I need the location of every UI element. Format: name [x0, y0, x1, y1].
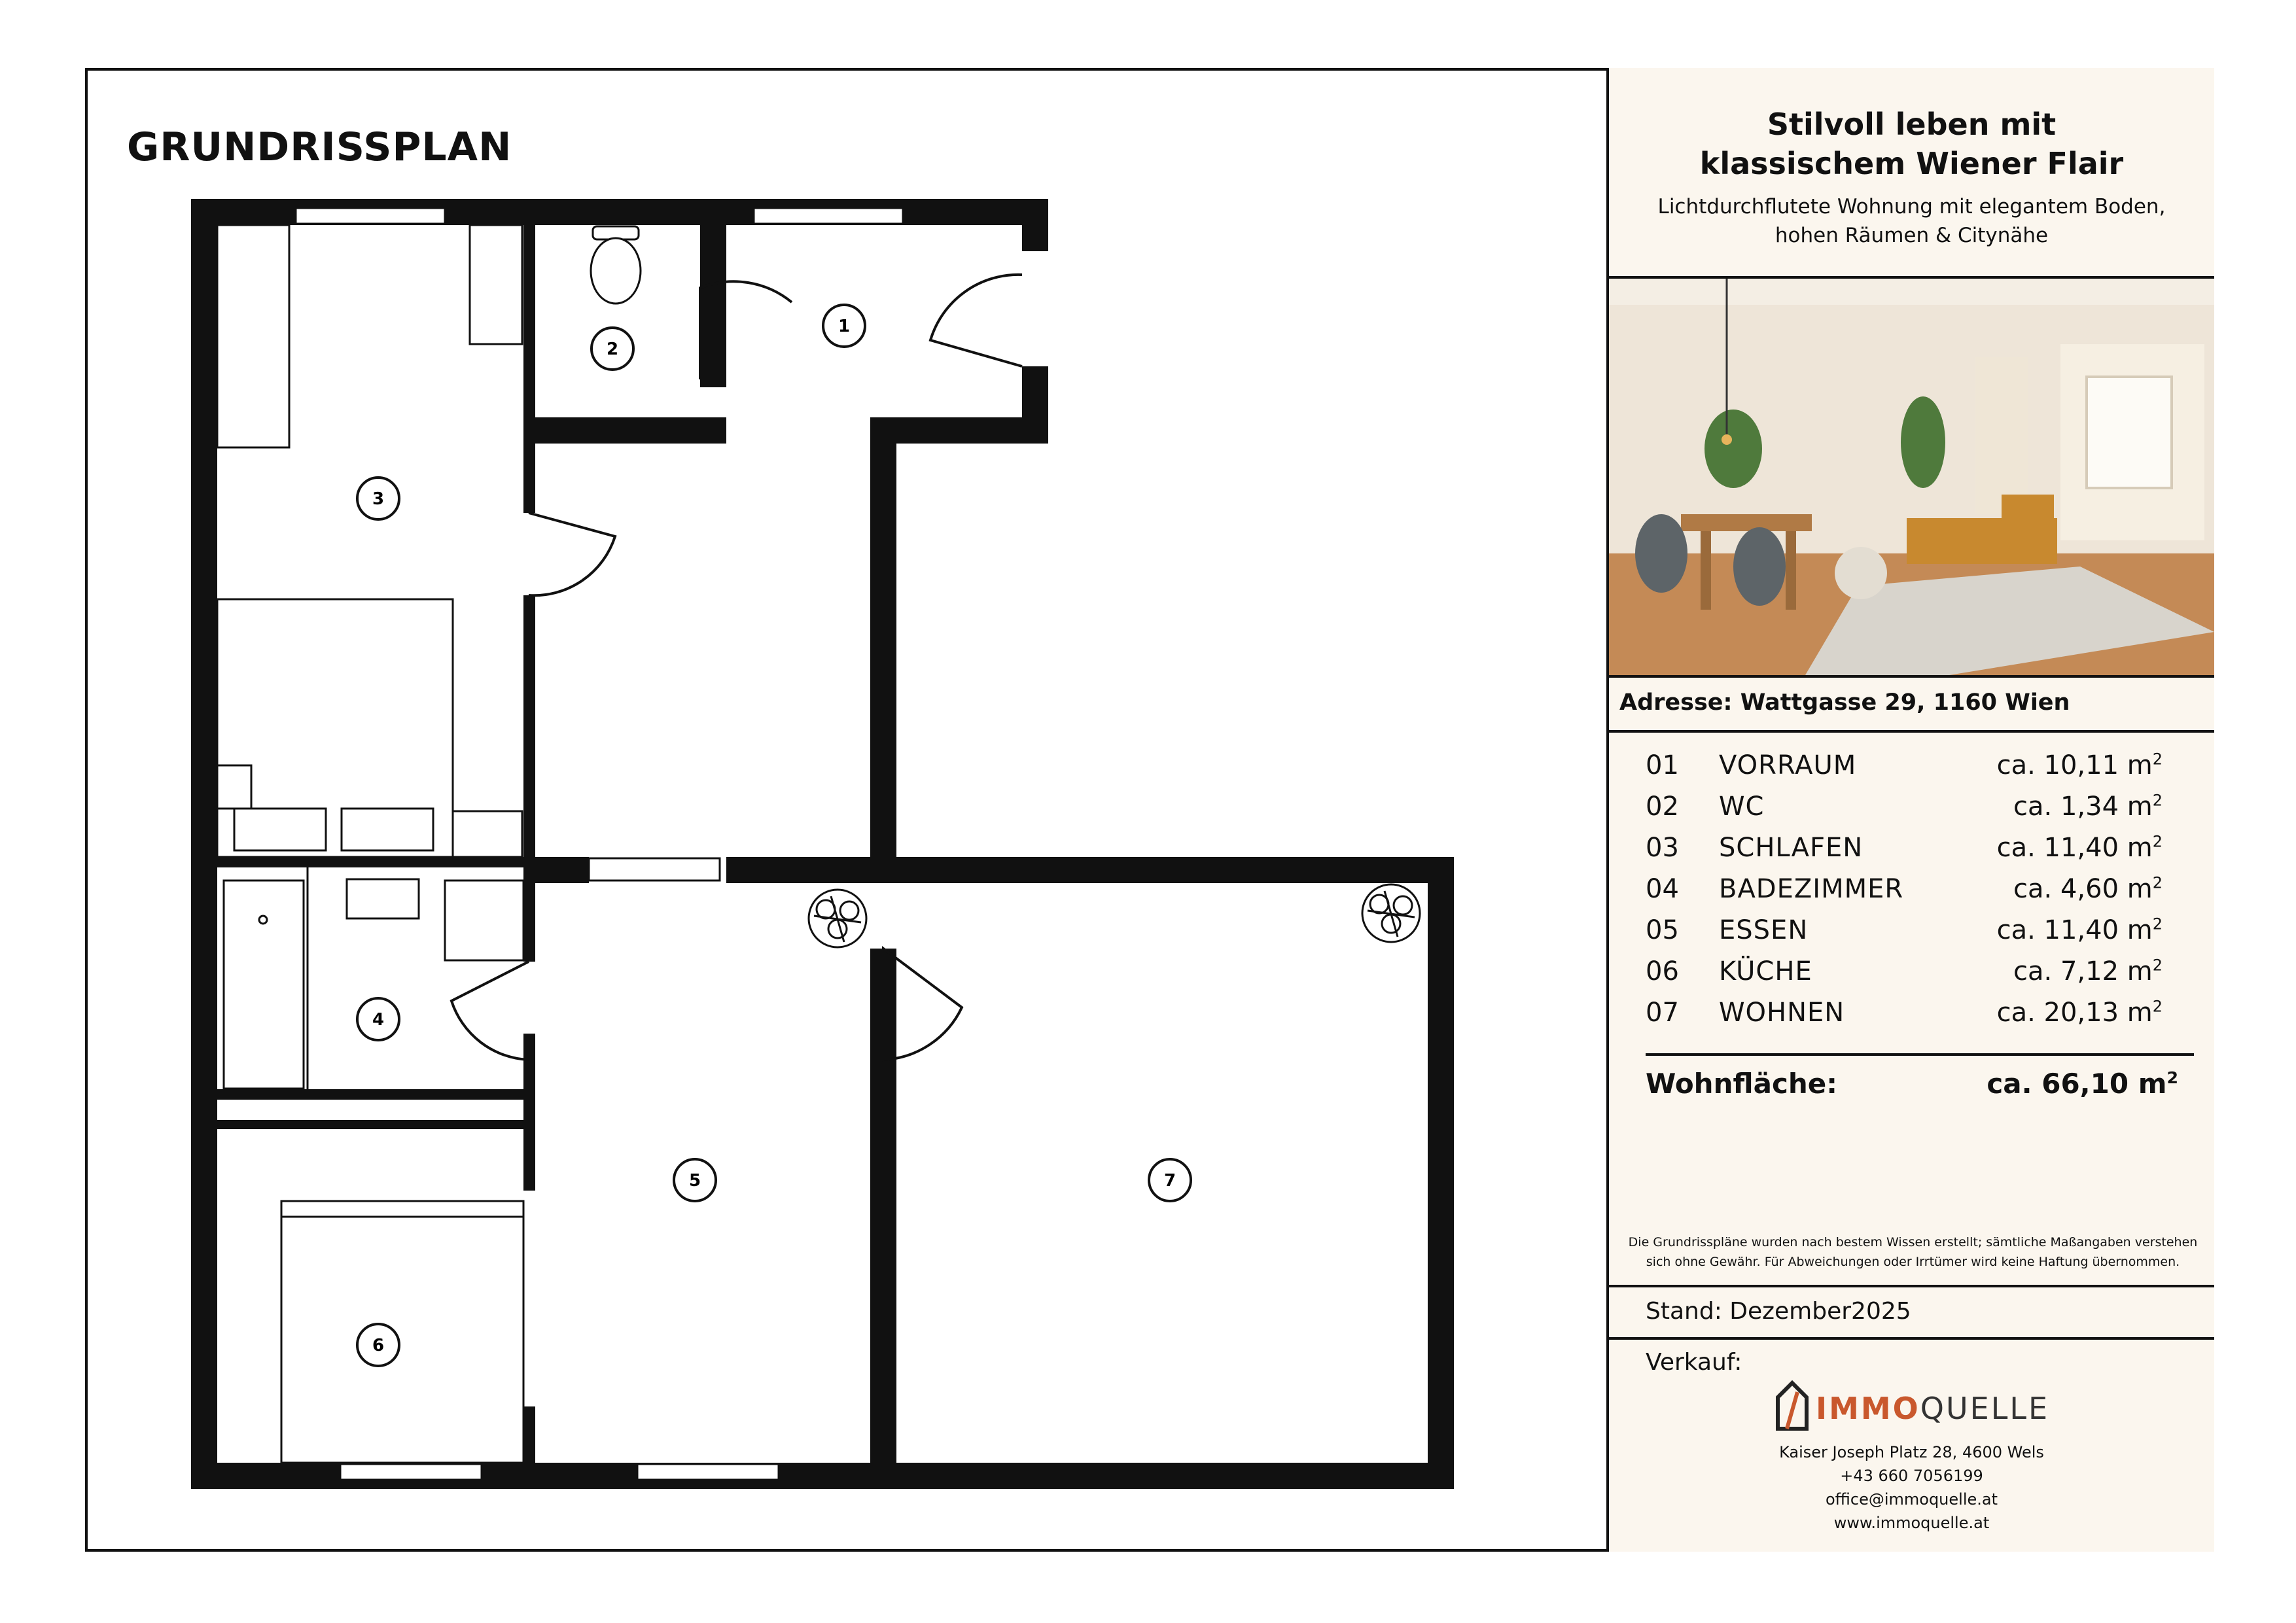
divider: [1609, 1285, 2214, 1287]
cabinet: [445, 881, 523, 960]
room-marker-label: 2: [606, 340, 619, 359]
plant-icon: [1362, 884, 1420, 942]
pillow: [234, 809, 326, 850]
room-name: WOHNEN: [1719, 998, 1845, 1028]
room-marker-label: 3: [372, 489, 385, 509]
area-unit-sup: 2: [2152, 956, 2163, 975]
subline-line1: Lichtdurchflutete Wohnung mit elegantem Boden,: [1657, 195, 2166, 218]
interior-photo: [1609, 279, 2214, 675]
room-number: 02: [1646, 792, 1679, 822]
divider: [1609, 1337, 2214, 1340]
room-row: [1646, 746, 2163, 787]
room-number: 01: [1646, 750, 1679, 780]
room-area-text: ca. 7,12 m: [2013, 956, 2153, 986]
area-unit-sup: 2: [2152, 832, 2163, 851]
room-area: [2013, 787, 2163, 826]
room-row: [1646, 911, 2163, 952]
room-area: [2013, 869, 2163, 909]
drain: [259, 916, 267, 924]
window-icon: [296, 208, 445, 224]
room-marker-label: 5: [688, 1171, 701, 1191]
contact-email[interactable]: office@immoquelle.at: [1825, 1490, 1998, 1509]
disclaimer-line2: sich ohne Gewähr. Für Abweichungen oder Irrtümer wird keine Haftung übernommen.: [1646, 1255, 2180, 1269]
room-number: 03: [1646, 833, 1679, 863]
kitchen-counter: [281, 1201, 523, 1463]
door-icon: [930, 275, 1022, 366]
room-name: ESSEN: [1719, 915, 1809, 945]
total-value-text: ca. 66,10 m: [1987, 1068, 2167, 1100]
room-list: [1646, 746, 2163, 1034]
address: Adresse: Wattgasse 29, 1160 Wien: [1619, 689, 2070, 716]
pillow: [342, 809, 433, 850]
furniture: [217, 225, 523, 1463]
room-row: [1646, 993, 2163, 1034]
door-icon: [451, 962, 529, 1060]
room-area: [1997, 993, 2163, 1032]
area-unit-sup: 2: [2166, 1068, 2178, 1087]
room-area: [1997, 828, 2163, 867]
contact-block: [1609, 1440, 2214, 1535]
room-number: 05: [1646, 915, 1679, 945]
room-marker-label: 6: [372, 1336, 385, 1355]
room-number: 06: [1646, 956, 1679, 986]
room-area-text: ca. 10,11 m: [1996, 750, 2153, 780]
room-name: KÜCHE: [1719, 956, 1812, 986]
headline-line2: klassischem Wiener Flair: [1699, 146, 2124, 181]
doors: [451, 275, 1022, 1060]
subline-line2: hohen Räumen & Citynähe: [1775, 224, 2049, 247]
opening: [589, 858, 720, 881]
stand-date: Stand: Dezember2025: [1646, 1298, 1911, 1325]
room-row: [1646, 787, 2163, 828]
sink-icon: [347, 879, 419, 918]
room-area: [1997, 911, 2163, 950]
area-unit-sup: 2: [2152, 997, 2163, 1016]
room-marker-label: 4: [372, 1010, 385, 1030]
headline: [1609, 105, 2214, 183]
house-logo-icon: [1774, 1379, 1810, 1431]
cabinet: [470, 225, 522, 344]
logo-rest: QUELLE: [1920, 1391, 2050, 1426]
disclaimer-line1: Die Grundrisspläne wurden nach bestem Wissen erstellt; sämtliche Maßangaben verstehen: [1628, 1235, 2198, 1249]
area-unit-sup: 2: [2152, 791, 2163, 810]
nightstand: [453, 811, 522, 857]
room-area-text: ca. 11,40 m: [1996, 915, 2153, 945]
total-divider: [1646, 1053, 2194, 1056]
room-name: SCHLAFEN: [1719, 833, 1863, 863]
wardrobe: [217, 225, 289, 447]
contact-phone[interactable]: +43 660 7056199: [1840, 1467, 1983, 1485]
room-area-text: ca. 11,40 m: [1996, 833, 2153, 863]
bed-icon: [217, 599, 453, 857]
room-marker-label: 1: [838, 317, 851, 336]
divider: [1609, 730, 2214, 733]
windows: [296, 208, 903, 1480]
info-sidebar: [1606, 68, 2214, 1552]
window-icon: [637, 1464, 779, 1480]
room-area: [1997, 746, 2163, 785]
logo-text: [1816, 1391, 2049, 1426]
room-name: BADEZIMMER: [1719, 874, 1904, 904]
room-name: WC: [1719, 792, 1765, 822]
immoquelle-logo: [1774, 1379, 2050, 1431]
contact-web[interactable]: www.immoquelle.at: [1833, 1514, 1990, 1532]
total-label: Wohnfläche:: [1646, 1068, 1838, 1100]
room-number: 04: [1646, 874, 1679, 904]
headline-line1: Stilvoll leben mit: [1767, 107, 2057, 142]
contact-address: Kaiser Joseph Platz 28, 4600 Wels: [1779, 1443, 2044, 1461]
disclaimer: [1622, 1232, 2204, 1272]
window-icon: [340, 1464, 482, 1480]
room-row: [1646, 828, 2163, 869]
room-area-text: ca. 20,13 m: [1996, 998, 2153, 1028]
area-unit-sup: 2: [2152, 915, 2163, 934]
plan-title: GRUNDRISSPLAN: [127, 124, 512, 170]
bed-edge: [217, 765, 251, 809]
area-unit-sup: 2: [2152, 750, 2163, 769]
divider: [1609, 675, 2214, 678]
room-marker-label: 7: [1163, 1171, 1176, 1191]
room-row: [1646, 952, 2163, 993]
walls: [191, 199, 1454, 1489]
subline: [1609, 192, 2214, 250]
door-icon: [529, 513, 615, 595]
room-area-text: ca. 4,60 m: [2013, 874, 2153, 904]
room-number: 07: [1646, 998, 1679, 1028]
plant-icon: [809, 890, 866, 947]
room-area: [2013, 952, 2163, 991]
area-unit-sup: 2: [2152, 873, 2163, 892]
bathtub-icon: [224, 881, 304, 1089]
room-area-text: ca. 1,34 m: [2013, 792, 2153, 822]
logo-brand: IMMO: [1816, 1391, 1920, 1426]
room-markers: [357, 305, 1191, 1366]
verkauf-label: Verkauf:: [1646, 1349, 1742, 1376]
total-value: [1987, 1068, 2178, 1100]
toilet-icon: [591, 226, 641, 304]
room-row: [1646, 869, 2163, 911]
room-name: VORRAUM: [1719, 750, 1857, 780]
window-icon: [754, 208, 903, 224]
